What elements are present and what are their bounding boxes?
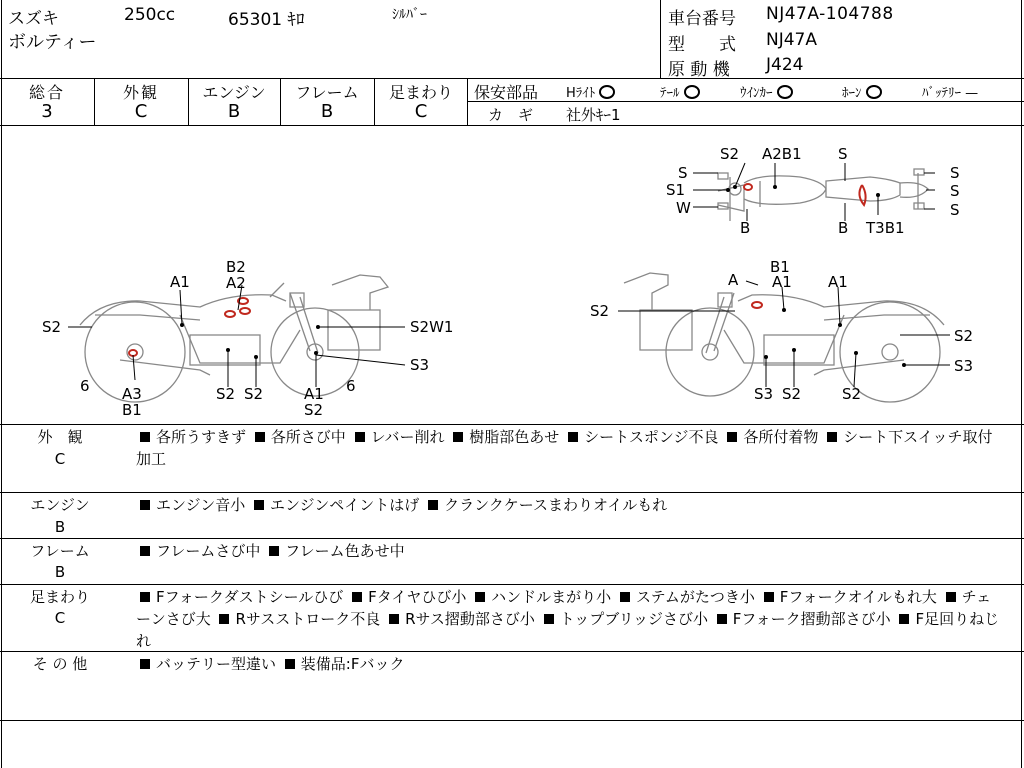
right-view-labels — [590, 258, 973, 403]
diagram-label: A1 — [828, 273, 848, 291]
diagram-label: S2 — [720, 145, 740, 163]
grade-value-engine: B — [227, 101, 241, 122]
bullet-square-icon — [389, 614, 399, 624]
bullet-square-icon — [255, 432, 265, 442]
bullet-square-icon — [269, 546, 279, 556]
diagram-label: S3 — [754, 385, 774, 403]
bullet-square-icon — [355, 432, 365, 442]
diagram-label: A1 — [772, 273, 792, 291]
diagram-label: S2 — [842, 385, 862, 403]
diagram-label: S2 — [782, 385, 802, 403]
bullet-square-icon — [352, 592, 362, 602]
bullet-square-icon — [568, 432, 578, 442]
engine-value: J424 — [766, 55, 804, 75]
section-notes — [136, 540, 1006, 562]
left-view-labels — [42, 258, 453, 419]
note-item: トップブリッジさび小 — [559, 610, 713, 628]
grade-label-exterior: 外観 — [122, 83, 159, 102]
mileage: 65301 ｷﾛ — [228, 10, 305, 30]
note-item: Rサスストローク不良 — [235, 610, 386, 628]
safety-item-winker: ｳｲﾝｶｰ — [740, 82, 793, 101]
type-value: NJ47A — [766, 30, 817, 50]
frame-no: NJ47A-104788 — [766, 4, 894, 24]
diagram-label: S — [950, 182, 960, 200]
note-item: 各所うすきず — [156, 428, 251, 446]
ok-mark-icon — [777, 85, 793, 99]
bullet-square-icon — [140, 546, 150, 556]
diagram-label: S — [678, 164, 688, 182]
bullet-square-icon — [727, 432, 737, 442]
bullet-square-icon — [453, 432, 463, 442]
top-view-labels — [666, 145, 960, 237]
diagram-label: A3 — [122, 385, 142, 403]
key-value: 社外ｷｰ1 — [566, 106, 621, 124]
diagram-label: A — [728, 271, 739, 289]
engine-label: 原 動 機 — [668, 60, 730, 80]
diagram-label: A2B1 — [762, 145, 802, 163]
bullet-square-icon — [946, 592, 956, 602]
diagram-label: S — [950, 164, 960, 182]
note-item: 装備品:Fバック — [300, 655, 405, 673]
note-item: Rサス摺動部さび小 — [405, 610, 540, 628]
diagram-label: S2 — [216, 385, 236, 403]
note-item: レバー削れ — [370, 428, 450, 446]
diagram-label: B — [838, 219, 849, 237]
note-item: F足回りねじれ — [136, 610, 1000, 650]
bullet-square-icon — [140, 500, 150, 510]
note-item: 各所付着物 — [743, 428, 824, 446]
section-notes — [136, 426, 1006, 470]
grade-value-suspension: C — [414, 101, 428, 122]
bike-right-view — [624, 273, 944, 402]
bullet-square-icon — [764, 592, 774, 602]
diagram-label: B — [740, 219, 751, 237]
color: ｼﾙﾊﾞｰ — [392, 7, 427, 23]
grade-label-suspension: 足まわり — [388, 83, 453, 102]
note-item: Fタイヤひび小 — [368, 588, 472, 606]
bullet-square-icon — [219, 614, 229, 624]
section-grade: C — [54, 450, 66, 468]
bullet-square-icon — [285, 659, 295, 669]
diagram-label: W — [676, 199, 691, 217]
diagram-label: S3 — [410, 356, 430, 374]
diagram-label: S2 — [590, 302, 610, 320]
bullet-square-icon — [140, 659, 150, 669]
note-item: フレーム色あせ中 — [285, 542, 405, 560]
safety-item-horn: ﾎｰﾝ — [842, 82, 882, 101]
grade-label-total: 総合 — [28, 83, 65, 102]
grade-value-total: 3 — [41, 101, 53, 122]
grade-label-frame: フレーム — [295, 83, 359, 102]
bike-left-view — [80, 275, 388, 402]
safety-item-tail: ﾃｰﾙ — [660, 82, 700, 101]
grade-value-frame: B — [320, 101, 334, 122]
grade-value-exterior: C — [134, 101, 148, 122]
bullet-square-icon — [827, 432, 837, 442]
bullet-square-icon — [899, 614, 909, 624]
note-item: エンジン音小 — [156, 496, 251, 514]
note-item: エンジンペイントはげ — [270, 496, 425, 514]
diagram-label: T3B1 — [866, 219, 905, 237]
diagram-label: S2 — [954, 327, 974, 345]
note-item: Fフォークダストシールひび — [156, 588, 349, 606]
safety-item-headlight: Hﾗｲﾄ — [566, 82, 615, 101]
note-item: シート下スイッチ取付加工 — [136, 428, 993, 468]
diagram-label: S2W1 — [410, 318, 454, 336]
note-item: ハンドルまがり小 — [491, 588, 616, 606]
ok-mark-icon — [684, 85, 700, 99]
diagram-label: S1 — [666, 181, 686, 199]
section-label: 足まわり — [29, 588, 90, 606]
bullet-square-icon — [544, 614, 554, 624]
type-label: 型 式 — [668, 35, 736, 55]
section-notes — [136, 586, 1006, 652]
bullet-square-icon — [475, 592, 485, 602]
displacement: 250cc — [124, 5, 176, 25]
note-item: Fフォーク摺動部さび小 — [732, 610, 896, 628]
section-grade: C — [54, 609, 66, 627]
bullet-square-icon — [254, 500, 264, 510]
bike-top-view — [718, 169, 928, 221]
section-notes — [136, 494, 1006, 516]
section-notes — [136, 653, 1006, 675]
diagram-label: S2 — [304, 401, 324, 419]
diagram-label: B1 — [770, 258, 790, 276]
note-item: ステムがたつき小 — [635, 588, 760, 606]
damage-diagram — [0, 125, 1024, 425]
note-item: 各所さび中 — [270, 428, 351, 446]
diagram-label: S — [838, 145, 848, 163]
frame-no-label: 車台番号 — [668, 9, 736, 29]
diagram-label: B1 — [122, 401, 142, 419]
maker: スズキ — [8, 9, 59, 29]
note-item: クランクケースまわりオイルもれ — [444, 496, 668, 514]
note-item: チェーンさび大 — [136, 588, 992, 628]
diagram-label: 6 — [346, 377, 356, 395]
section-label: 外 観 — [37, 428, 83, 446]
diagram-label: A1 — [170, 273, 190, 291]
ok-mark-icon — [599, 85, 615, 99]
section-grade: B — [54, 518, 66, 536]
diagram-label: S3 — [954, 357, 974, 375]
safety-item-battery: ﾊﾞｯﾃﾘｰ — — [922, 86, 979, 101]
note-item: バッテリー型違い — [156, 655, 281, 673]
safety-label: 保安部品 — [474, 83, 539, 102]
section-label: フレーム — [30, 542, 90, 560]
note-item: 樹脂部色あせ — [469, 428, 565, 446]
diagram-label: S2 — [42, 318, 62, 336]
bullet-square-icon — [140, 592, 150, 602]
bullet-square-icon — [428, 500, 438, 510]
model-name: ボルティー — [8, 32, 97, 53]
ok-mark-icon — [866, 85, 882, 99]
note-item: フレームさび中 — [156, 542, 266, 560]
diagram-label: S — [950, 201, 960, 219]
section-grade: B — [54, 563, 66, 581]
note-item: Fフォークオイルもれ大 — [779, 588, 942, 606]
diagram-label: A1 — [304, 385, 324, 403]
section-label: エンジン — [30, 496, 90, 514]
grade-label-engine: エンジン — [202, 83, 266, 102]
note-item: シートスポンジ不良 — [584, 428, 724, 446]
bullet-square-icon — [620, 592, 630, 602]
diagram-label: B2 — [226, 258, 246, 276]
bullet-square-icon — [717, 614, 727, 624]
section-label: そ の 他 — [32, 655, 88, 673]
diagram-label: 6 — [80, 377, 90, 395]
diagram-label: S2 — [244, 385, 264, 403]
diagram-label: A2 — [226, 274, 246, 292]
key-label: カ ギ — [488, 106, 534, 124]
bullet-square-icon — [140, 432, 150, 442]
